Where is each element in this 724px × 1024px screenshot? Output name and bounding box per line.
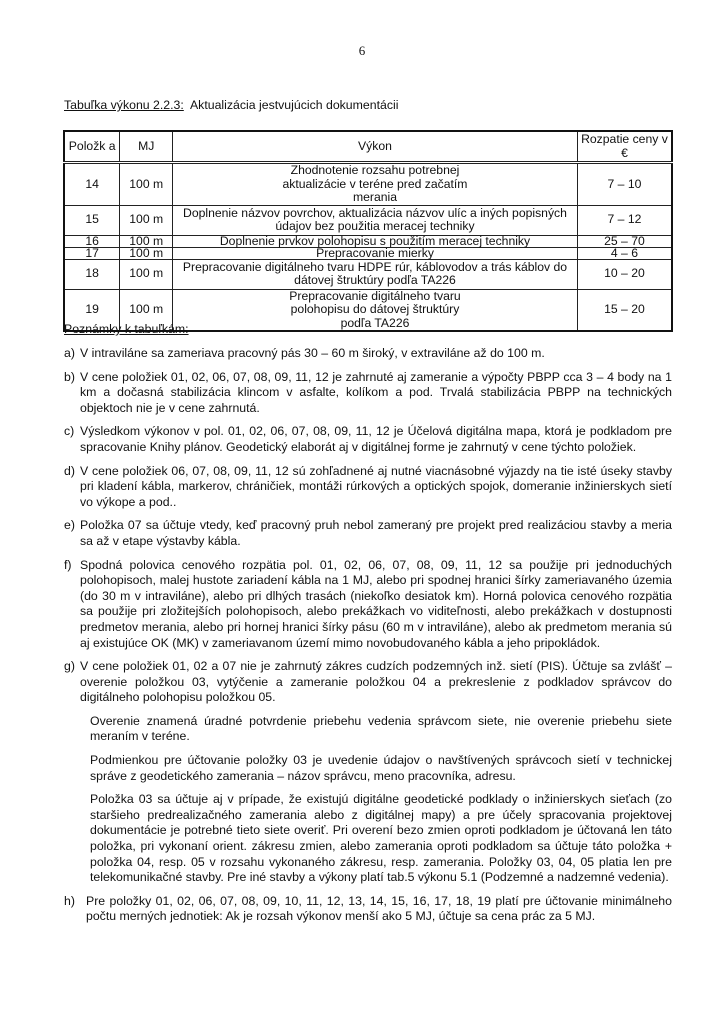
- cell-description: Prepracovanie digitálneho tvaru polohopisu do dátovej štruktúry podľa TA226: [173, 289, 578, 331]
- cell-description: Doplnenie prvkov polohopisu s použitím meracej techniky: [173, 235, 578, 247]
- note-text: Pre položky 01, 02, 06, 07, 08, 09, 10, 11, 12, 13, 14, 15, 16, 17, 18, 19 platí pre účtovanie minimálneho počtu merných jednotiek: Ak je rozsah výkonov menší ako 5 MJ, účtuje sa cena prác za 5 MJ.: [86, 893, 672, 924]
- cell-description: Zhodnotenie rozsahu potrebnej aktualizácie v teréne pred začatím merania: [173, 163, 578, 206]
- note-g: [64, 659, 672, 706]
- cell-price: 7 – 12: [577, 205, 672, 235]
- cell-price: 4 – 6: [577, 247, 672, 259]
- note-f: [64, 558, 672, 652]
- cell-item: 14: [64, 163, 120, 206]
- page-number: 6: [358, 43, 366, 58]
- note-e: [64, 518, 672, 549]
- note-label: f): [64, 557, 72, 572]
- performance-table: [63, 130, 673, 332]
- table-row: [64, 247, 672, 259]
- notes-list: [64, 346, 672, 933]
- table-row: [64, 259, 672, 289]
- note-label: d): [64, 463, 75, 478]
- cell-unit: 100 m: [120, 163, 173, 206]
- header-item: Položk a: [64, 131, 120, 163]
- table-row: [64, 205, 672, 235]
- note-text: V cene položiek 01, 02, 06, 07, 08, 09, 11, 12 je zahrnuté aj zameranie a výpočty PBPP cca 3 – 4 body na 1 km a dočasná stabilizácia klincom v asfalte, kolíkom a pod. Trvalá stabilizácia PBPP na technických objektoch nie je v cene zahrnutá.: [80, 369, 672, 415]
- note-label: c): [64, 424, 75, 439]
- note-text: V intraviláne sa zameriava pracovný pás 30 – 60 m široký, v extraviláne až do 100 m.: [80, 346, 545, 360]
- cell-unit: 100 m: [120, 205, 173, 235]
- header-description: Výkon: [173, 131, 578, 163]
- cell-description: Prepracovanie mierky: [173, 247, 578, 259]
- cell-description: Doplnenie názvov povrchov, aktualizácia názvov ulíc a iných popisných údajov bez použitia meracej techniky: [173, 205, 578, 235]
- note-label: b): [64, 369, 75, 384]
- note-a: [64, 346, 672, 362]
- cell-price: 10 – 20: [577, 259, 672, 289]
- table-row: [64, 163, 672, 206]
- note-text: V cene položiek 06, 07, 08, 09, 11, 12 sú zohľadnené aj nutné viacnásobné výjazdy na tie isté úseky stavby pri kladení kábla, markerov, chráničiek, montáži rúrkových a optických spojok, domeranie inžinierskych sietí vo výkope a pod..: [80, 463, 672, 509]
- note-label: h): [64, 893, 75, 908]
- note-g-paragraph: Položka 03 sa účtuje aj v prípade, že existujú digitálne geodetické podklady o inžinierskych sieťach (zo staršieho predrealizačného zamerania alebo z digitálnej mapy) a pre účely spracovania projektovej dokumentácie je potrebné tieto siete overiť. Pri overení bezo zmien oproti podkladom je účtovaná len táto položka, pri vykonaní orient. zákresu zmien, alebo zamerania oproti podkladom sa účtuje táto položka + položka 04, resp. 05 v rozsahu vykonaného zákresu, resp. zamerania. Položky 03, 04, 05 platia len pre telekomunikačné stavby. Pre iné stavby a výkony platí tab.5 výkonu 5.1 (Podzemné a nadzemné vedenia).: [90, 792, 672, 885]
- note-d: [64, 464, 672, 511]
- cell-price: 7 – 10: [577, 163, 672, 206]
- header-unit: MJ: [120, 131, 173, 163]
- header-price-range: Rozpatie ceny v €: [577, 131, 672, 163]
- cell-price: 15 – 20: [577, 289, 672, 331]
- cell-unit: 100 m: [120, 259, 173, 289]
- table-caption-label: Tabuľka výkonu 2.2.3:: [64, 98, 184, 112]
- cell-item: 17: [64, 247, 120, 259]
- note-label: e): [64, 518, 75, 533]
- cell-item: 19: [64, 289, 120, 331]
- note-text: Položka 07 sa účtuje vtedy, keď pracovný pruh nebol zameraný pre projekt pred realizáciou stavby a meria sa až v etape výstavby kábla.: [80, 518, 672, 548]
- note-text: Výsledkom výkonov v pol. 01, 02, 06, 07, 08, 09, 11, 12 je Účelová digitálna mapa, ktorá je podkladom pre spracovanie Knihy plánov. Geodetický elaborát aj v digitálnej forme je zahrnutý v cene týchto položiek.: [80, 424, 672, 454]
- table-header-row: [64, 131, 672, 163]
- note-text: Spodná polovica cenového rozpätia pol. 01, 02, 06, 07, 08, 09, 11, 12 sa použije pri jednoduchých polohopisoch, malej hustote zariadení kábla na 1 MJ, alebo pri spodnej hranici šírky zameriavaného územia (do 30 m v intraviláne), alebo pri dlhých trasách (niekoľko desiatok km). Horná polovica cenového rozpätia sa použije pri zložitejších polohopisoch, alebo prekážkach vo viditeľnosti, alebo prekážkach v dostupnosti predmetov merania, alebo pri hornej hranici šírky pásu (60 m v intraviláne), alebo ak predmetom merania sú aj existujúce OK (MK) v zameriavanom území mimo novobudovaného kábla a jeho pripokládok.: [80, 557, 672, 650]
- note-label: g): [64, 659, 75, 674]
- note-c: [64, 424, 672, 455]
- note-text: V cene položiek 01, 02 a 07 nie je zahrnutý zákres cudzích podzemných inž. sietí (PIS). Účtuje sa zvlášť – overenie položkou 03, vytýčenie a zameranie položkou 04 a prekreslenie z podkladov správcov do digitálneho polohopisu položkou 05.: [80, 659, 672, 705]
- table-caption-title: Aktualizácia jestvujúcich dokumentácii: [189, 98, 399, 112]
- note-g-paragraph: Podmienkou pre účtovanie položky 03 je uvedenie údajov o navštívených správcoch sietí v technickej správe z geodetického zamerania – názov správcu, meno pracovníka, adresu.: [90, 753, 672, 783]
- note-g-paragraph: Overenie znamená úradné potvrdenie priebehu vedenia správcom siete, nie overenie priebehu siete meraním v teréne.: [90, 713, 672, 744]
- cell-description: Prepracovanie digitálneho tvaru HDPE rúr, káblovodov a trás káblov do dátovej štruktúry podľa TA226: [173, 259, 578, 289]
- cell-item: 15: [64, 205, 120, 235]
- cell-unit: 100 m: [120, 247, 173, 259]
- note-label: a): [64, 346, 75, 360]
- table-caption: [64, 98, 398, 112]
- cell-price: 25 – 70: [577, 235, 672, 247]
- cell-unit: 100 m: [120, 235, 173, 247]
- note-h: [64, 894, 672, 925]
- cell-item: 18: [64, 259, 120, 289]
- cell-unit: 100 m: [120, 289, 173, 331]
- cell-item: 16: [64, 235, 120, 247]
- notes-title: Poznámky k tabuľkám:: [64, 322, 189, 336]
- note-b: [64, 370, 672, 417]
